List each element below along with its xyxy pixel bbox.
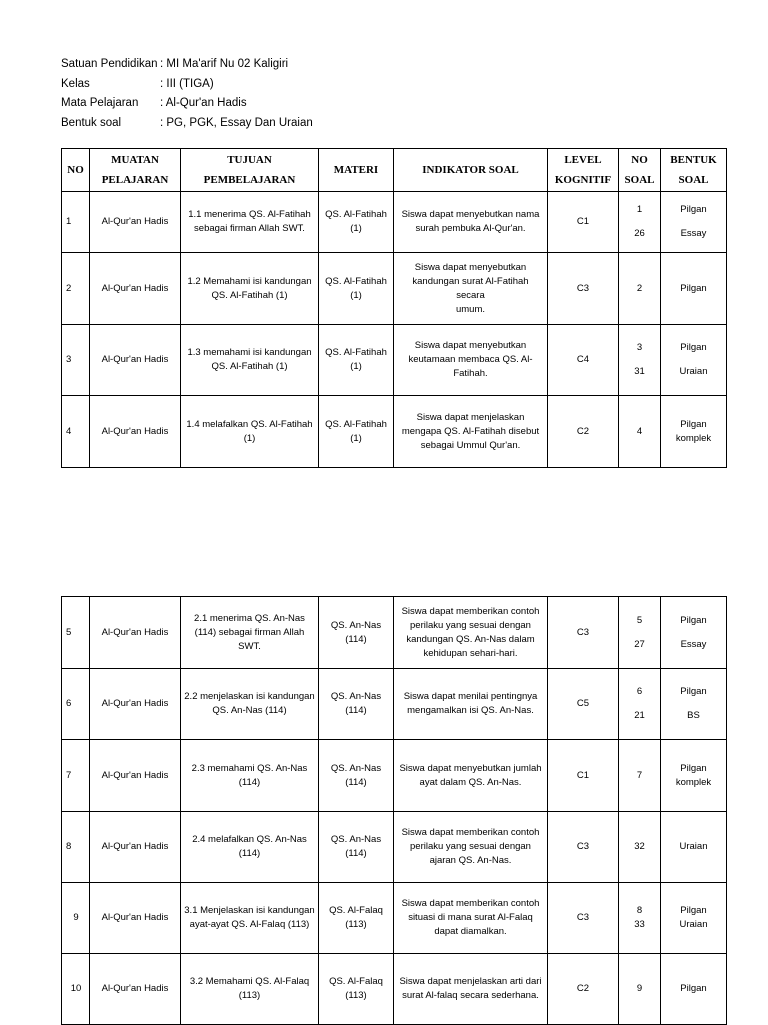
cell-muatan (90, 669, 181, 740)
kisi-kisi-table-page-2 (61, 596, 727, 1025)
cell-no-text: 6 (66, 698, 72, 709)
cell-no-soal-text: 21 (634, 710, 645, 721)
cell-tujuan-text: 2.1 menerima QS. An-Nas (194, 612, 305, 624)
kelas-value: : III (TIGA) (160, 77, 214, 90)
cell-tujuan-text: 2.3 memahami QS. An-Nas (191, 762, 308, 774)
line-gap (664, 628, 723, 638)
cell-no (62, 192, 90, 253)
cell-indikator-text: ajaran QS. An-Nas. (429, 855, 512, 866)
cell-bentuk-text: Essay (680, 638, 707, 650)
cell-indikator-text: kandungan QS. An-Nas dalam (406, 633, 535, 645)
cell-no-text: 3 (66, 354, 72, 365)
line-gap (622, 699, 657, 709)
cell-bentuk (661, 669, 727, 740)
cell-no (62, 253, 90, 325)
cell-indikator-text: surah pembuka Al-Qur'an. (415, 223, 526, 234)
document-header (61, 55, 313, 133)
cell-level (548, 740, 619, 812)
cell-no-soal (619, 883, 661, 954)
cell-bentuk-text: Pilgan (680, 905, 707, 916)
cell-materi-text: QS. An-Nas (330, 691, 382, 702)
cell-materi-text: QS. An-Nas (330, 834, 382, 845)
cell-indikator-text: Siswa dapat menilai pentingnya (403, 691, 538, 702)
cell-indikator (394, 669, 548, 740)
cell-indikator-text: kehidupan sehari-hari. (423, 647, 518, 659)
cell-no-soal-text: 26 (634, 228, 645, 239)
cell-indikator-text: Siswa dapat menjelaskan (416, 411, 525, 423)
cell-indikator-text: mengapa QS. Al-Fatihah disebut (401, 425, 540, 437)
cell-tujuan-text: QS. Al-Fatihah (1) (211, 289, 288, 301)
cell-bentuk (661, 597, 727, 669)
cell-materi (319, 396, 394, 468)
cell-muatan-text: Al-Qur'an Hadis (101, 626, 169, 638)
cell-materi (319, 669, 394, 740)
cell-tujuan (181, 740, 319, 812)
cell-muatan (90, 192, 181, 253)
cell-level-text: C4 (576, 354, 590, 365)
cell-no-soal-text: 27 (634, 638, 645, 650)
satuan-value: : MI Ma'arif Nu 02 Kaligiri (160, 58, 289, 70)
cell-tujuan-text: 1.4 melafalkan QS. Al-Fatihah (186, 418, 313, 430)
cell-level-text: C2 (576, 425, 590, 437)
cell-muatan (90, 740, 181, 812)
cell-no-soal-text: 33 (634, 919, 645, 930)
cell-indikator-text: keutamaan membaca QS. Al- (408, 354, 533, 365)
cell-no-soal-text: 4 (636, 425, 643, 437)
cell-indikator-text: umum. (455, 303, 486, 315)
cell-bentuk-text: Pilgan (680, 762, 707, 774)
cell-bentuk-text: Pilgan (680, 418, 707, 430)
table-row (62, 253, 727, 325)
cell-no-text: 5 (66, 626, 72, 638)
cell-materi (319, 954, 394, 1025)
cell-indikator-text: mengamalkan isi QS. An-Nas. (407, 705, 534, 716)
cell-materi-text: (1) (350, 223, 362, 234)
cell-bentuk-text: komplek (675, 432, 712, 444)
cell-materi-text: (1) (350, 361, 362, 372)
cell-no-soal-text: 8 (636, 905, 643, 916)
cell-tujuan (181, 192, 319, 253)
cell-level-text: C3 (576, 841, 590, 852)
kelas-label: Kelas (61, 77, 90, 90)
table-header-row (62, 149, 727, 192)
cell-tujuan (181, 883, 319, 954)
cell-indikator (394, 325, 548, 396)
header-kelas-row (61, 75, 313, 95)
cell-tujuan (181, 597, 319, 669)
cell-indikator (394, 883, 548, 954)
table-row (62, 597, 727, 669)
cell-level-text: C1 (576, 216, 590, 227)
cell-level (548, 253, 619, 325)
table-row (62, 812, 727, 883)
cell-materi-text: (114) (345, 705, 367, 716)
cell-tujuan (181, 812, 319, 883)
cell-materi-text: (1) (350, 289, 362, 301)
cell-indikator (394, 192, 548, 253)
line-gap (664, 217, 723, 227)
cell-materi (319, 192, 394, 253)
bentuk-value: : PG, PGK, Essay Dan Uraian (160, 116, 313, 129)
header-bentuk-row (61, 114, 313, 134)
cell-indikator (394, 954, 548, 1025)
column-header-level: LEVEL KOGNITIF (548, 149, 619, 192)
cell-bentuk (661, 325, 727, 396)
cell-bentuk-text: Pilgan (680, 342, 707, 353)
cell-indikator (394, 740, 548, 812)
cell-tujuan (181, 253, 319, 325)
cell-tujuan-text: 2.2 menjelaskan isi kandungan (184, 691, 315, 702)
cell-materi-text: QS. Al-Fatihah (325, 275, 387, 287)
cell-level (548, 597, 619, 669)
cell-tujuan-text: (114) (238, 776, 261, 788)
cell-level (548, 954, 619, 1025)
cell-indikator-text: sebagai Ummul Qur'an. (420, 439, 521, 451)
cell-tujuan-text: SWT. (238, 640, 261, 652)
table-row (62, 325, 727, 396)
cell-bentuk-text: Pilgan (680, 614, 707, 626)
cell-tujuan-text: 3.1 Menjelaskan isi kandungan (184, 905, 315, 916)
cell-muatan (90, 597, 181, 669)
cell-materi (319, 812, 394, 883)
cell-materi-text: QS. Al-Fatihah (325, 209, 387, 220)
cell-level-text: C5 (576, 698, 590, 709)
cell-indikator-text: Siswa dapat menyebutkan (414, 340, 527, 351)
cell-materi (319, 740, 394, 812)
cell-no-soal (619, 954, 661, 1025)
cell-no-soal-text: 7 (636, 769, 643, 781)
cell-materi-text: (113) (345, 990, 367, 1001)
cell-no (62, 597, 90, 669)
cell-no-soal (619, 597, 661, 669)
cell-materi-text: QS. Al-Falaq (329, 905, 383, 916)
column-header-indikator: INDIKATOR SOAL (394, 149, 548, 192)
cell-muatan (90, 883, 181, 954)
header-mapel-row (61, 94, 313, 114)
cell-tujuan-text: (114) (238, 848, 261, 859)
cell-no-soal-text: 32 (634, 841, 645, 852)
cell-tujuan-text: (1) (243, 432, 256, 444)
cell-bentuk-text: Pilgan (680, 983, 707, 994)
cell-no-text: 1 (66, 216, 72, 227)
cell-no (62, 812, 90, 883)
cell-tujuan-text: 1.1 menerima QS. Al-Fatihah (188, 209, 311, 220)
cell-bentuk (661, 740, 727, 812)
cell-tujuan-text: 3.2 Memahami QS. Al-Falaq (189, 976, 310, 987)
cell-no (62, 325, 90, 396)
cell-tujuan-text: (113) (238, 990, 261, 1001)
cell-materi-text: QS. Al-Falaq (329, 976, 383, 987)
column-header-no: NO (62, 149, 90, 192)
cell-materi-text: QS. An-Nas (330, 762, 382, 774)
cell-tujuan-text: (114) sebagai firman Allah (194, 626, 305, 638)
cell-bentuk-text: Uraian (679, 841, 708, 852)
cell-bentuk-text: komplek (675, 776, 712, 788)
cell-no-soal (619, 396, 661, 468)
cell-indikator-text: Siswa dapat menyebutkan jumlah (399, 762, 542, 774)
cell-no-text: 8 (66, 841, 72, 852)
cell-no-soal (619, 253, 661, 325)
cell-no (62, 669, 90, 740)
cell-bentuk (661, 192, 727, 253)
cell-indikator (394, 812, 548, 883)
cell-materi (319, 597, 394, 669)
cell-muatan (90, 325, 181, 396)
cell-indikator-text: surat Al-falaq secara sederhana. (402, 990, 539, 1001)
cell-indikator-text: ayat dalam QS. An-Nas. (419, 776, 522, 788)
cell-level-text: C2 (576, 983, 590, 994)
cell-indikator-text: Fatihah. (453, 368, 488, 379)
cell-bentuk (661, 883, 727, 954)
cell-muatan-text: Al-Qur'an Hadis (101, 912, 169, 923)
cell-indikator-text: situasi di mana surat Al-Falaq (408, 912, 533, 923)
cell-level-text: C3 (576, 282, 590, 294)
cell-bentuk (661, 812, 727, 883)
cell-tujuan-text: ayat-ayat QS. Al-Falaq (113) (189, 919, 310, 930)
cell-bentuk (661, 954, 727, 1025)
cell-muatan-text: Al-Qur'an Hadis (101, 841, 169, 852)
table-row (62, 396, 727, 468)
cell-no-text: 4 (66, 425, 72, 437)
cell-tujuan (181, 396, 319, 468)
cell-materi (319, 883, 394, 954)
cell-tujuan-text: QS. An-Nas (114) (212, 705, 287, 716)
cell-no-soal-text: 6 (636, 686, 643, 697)
cell-no-soal (619, 192, 661, 253)
cell-no (62, 883, 90, 954)
table-body-page-1 (62, 192, 727, 468)
cell-indikator-text: Siswa dapat menjelaskan arti dari (399, 976, 542, 987)
cell-no-text: 9 (73, 912, 79, 923)
cell-level-text: C1 (576, 769, 590, 781)
satuan-label: Satuan Pendidikan (61, 58, 158, 70)
cell-no-soal (619, 740, 661, 812)
column-header-tujuan: TUJUAN PEMBELAJARAN (181, 149, 319, 192)
cell-bentuk-text: Pilgan (680, 282, 707, 294)
cell-bentuk-text: Essay (680, 228, 707, 239)
table-body-page-2 (62, 597, 727, 1025)
cell-no (62, 396, 90, 468)
cell-indikator-text: Siswa dapat menyebutkan nama (401, 209, 540, 220)
cell-tujuan (181, 954, 319, 1025)
cell-no-soal-text: 9 (636, 983, 643, 994)
cell-materi-text: QS. Al-Fatihah (325, 347, 387, 358)
cell-muatan (90, 812, 181, 883)
cell-indikator-text: Siswa dapat memberikan contoh (401, 898, 540, 909)
cell-no-soal-text: 5 (636, 614, 643, 626)
cell-indikator-text: perilaku yang sesuai dengan (410, 841, 531, 852)
cell-level-text: C3 (576, 912, 590, 923)
cell-no-soal (619, 669, 661, 740)
header-satuan-row (61, 55, 313, 75)
cell-no-text: 2 (66, 282, 72, 294)
line-gap (664, 699, 723, 709)
bentuk-label: Bentuk soal (61, 116, 122, 129)
cell-bentuk (661, 396, 727, 468)
column-header-no-soal: NO SOAL (619, 149, 661, 192)
cell-no-text: 7 (66, 769, 72, 781)
cell-indikator-text: Siswa dapat menyebutkan (414, 261, 527, 273)
cell-tujuan (181, 669, 319, 740)
cell-tujuan (181, 325, 319, 396)
cell-bentuk-text: Uraian (679, 919, 708, 930)
cell-indikator-text: Siswa dapat memberikan contoh (401, 827, 540, 838)
line-gap (622, 628, 657, 638)
line-gap (622, 355, 657, 365)
cell-level (548, 325, 619, 396)
cell-bentuk-text: Pilgan (680, 686, 707, 697)
cell-muatan (90, 954, 181, 1025)
cell-muatan-text: Al-Qur'an Hadis (101, 698, 169, 709)
table-row (62, 192, 727, 253)
cell-materi-text: (114) (345, 633, 367, 645)
cell-muatan-text: Al-Qur'an Hadis (101, 425, 169, 437)
cell-materi (319, 253, 394, 325)
cell-bentuk-text: Pilgan (680, 204, 707, 215)
cell-indikator (394, 597, 548, 669)
kisi-kisi-table-page-1 (61, 148, 727, 468)
cell-tujuan-text: 2.4 melafalkan QS. An-Nas (192, 834, 307, 845)
cell-level (548, 883, 619, 954)
cell-muatan-text: Al-Qur'an Hadis (101, 983, 169, 994)
cell-no (62, 954, 90, 1025)
table-row (62, 954, 727, 1025)
cell-indikator (394, 253, 548, 325)
mapel-value: : Al-Qur'an Hadis (160, 97, 247, 109)
cell-materi-text: QS. Al-Fatihah (325, 418, 387, 430)
table-row (62, 669, 727, 740)
cell-indikator-text: kandungan surat Al-Fatihah secara (412, 275, 529, 301)
cell-bentuk-text: BS (687, 710, 700, 721)
table-row (62, 740, 727, 812)
cell-no-soal-text: 1 (636, 204, 643, 215)
cell-materi-text: (113) (345, 919, 367, 930)
cell-muatan-text: Al-Qur'an Hadis (101, 216, 169, 227)
cell-indikator-text: Siswa dapat memberikan contoh (401, 605, 540, 617)
column-header-muatan: MUATAN PELAJARAN (90, 149, 181, 192)
cell-indikator (394, 396, 548, 468)
cell-bentuk-text: Uraian (679, 366, 708, 377)
cell-muatan-text: Al-Qur'an Hadis (101, 282, 169, 294)
cell-materi-text: (1) (350, 432, 362, 444)
line-gap (664, 355, 723, 365)
cell-tujuan-text: 1.3 memahami isi kandungan (187, 347, 312, 358)
cell-materi (319, 325, 394, 396)
cell-tujuan-text: 1.2 Memahami isi kandungan (187, 275, 312, 287)
cell-materi-text: (114) (345, 848, 367, 859)
cell-tujuan-text: QS. Al-Fatihah (1) (211, 361, 288, 372)
cell-bentuk (661, 253, 727, 325)
cell-no-soal-text: 3 (636, 342, 643, 353)
cell-no-soal-text: 2 (636, 282, 643, 294)
cell-muatan-text: Al-Qur'an Hadis (101, 769, 169, 781)
cell-indikator-text: dapat diamalkan. (434, 926, 507, 937)
cell-muatan (90, 396, 181, 468)
cell-level-text: C3 (576, 626, 590, 638)
cell-indikator-text: perilaku yang sesuai dengan (410, 619, 531, 631)
table-row (62, 883, 727, 954)
column-header-materi: MATERI (319, 149, 394, 192)
cell-no-soal (619, 812, 661, 883)
cell-no-soal-text: 31 (634, 366, 645, 377)
cell-tujuan-text: sebagai firman Allah SWT. (194, 223, 305, 234)
cell-level (548, 669, 619, 740)
cell-muatan (90, 253, 181, 325)
mapel-label: Mata Pelajaran (61, 97, 139, 109)
cell-level (548, 396, 619, 468)
cell-level (548, 192, 619, 253)
cell-level (548, 812, 619, 883)
cell-muatan-text: Al-Qur'an Hadis (101, 354, 169, 365)
cell-no-soal (619, 325, 661, 396)
column-header-bentuk: BENTUK SOAL (661, 149, 727, 192)
line-gap (622, 217, 657, 227)
cell-materi-text: (114) (345, 776, 367, 788)
cell-materi-text: QS. An-Nas (330, 619, 382, 631)
cell-no (62, 740, 90, 812)
cell-no-text: 10 (70, 983, 82, 994)
